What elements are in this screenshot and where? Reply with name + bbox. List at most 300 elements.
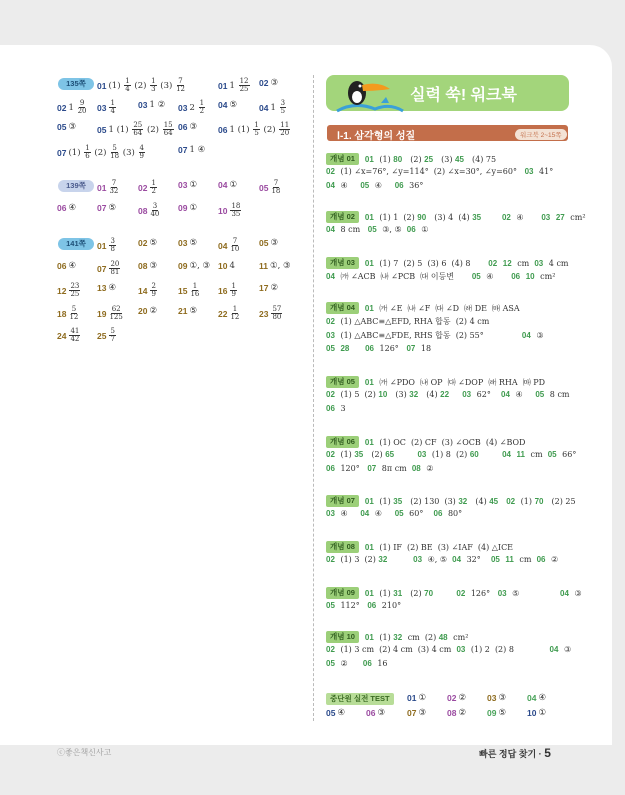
concept-answers: 01 ㈎ ∠E ㈏ ∠F ㈐ ∠D ㈑ DE ㈒ ASA bbox=[364, 303, 520, 313]
section-title: Ⅰ-1. 삼각형의 성질 bbox=[337, 131, 416, 142]
question-number: 06 bbox=[365, 344, 374, 353]
question-number: 02 bbox=[138, 182, 148, 193]
question-number: 20 bbox=[138, 306, 148, 316]
answer-item bbox=[259, 78, 278, 88]
question-number: 04 bbox=[527, 693, 537, 703]
answer-text: ① bbox=[189, 180, 198, 190]
test-answer bbox=[447, 693, 466, 703]
question-number: 06 bbox=[218, 124, 228, 135]
concept-tag: 개념 08 bbox=[326, 541, 359, 553]
question-number: 05 bbox=[490, 555, 500, 564]
concept-line bbox=[326, 509, 462, 518]
toucan-icon bbox=[335, 73, 405, 117]
answer-text bbox=[229, 203, 242, 218]
question-number: 02 bbox=[326, 645, 335, 654]
question-number: 04 bbox=[326, 272, 335, 281]
answer-item bbox=[138, 203, 160, 218]
answer-text bbox=[108, 100, 116, 115]
concept-answers: 01 ㈎ ∠PDO ㈏ OP ㈐ ∠DOP ㈑ RHA ㈒ PD bbox=[364, 377, 546, 387]
concept-line bbox=[326, 376, 545, 388]
answer-text: (1) $\frac{1}{4}$ (2) $\frac{1}{3}$ (3) $\frac{7}{12}$ bbox=[108, 77, 185, 93]
question-number: 05 bbox=[326, 344, 335, 353]
fraction bbox=[150, 180, 156, 195]
answer-item bbox=[138, 283, 158, 298]
answer-text: ⑤ bbox=[498, 708, 507, 718]
concept-tag: 개념 04 bbox=[326, 302, 359, 314]
denominator: 20 bbox=[280, 129, 290, 137]
question-number: 04 bbox=[259, 102, 269, 113]
question-number: 03 bbox=[524, 167, 534, 176]
numerator: 15 bbox=[163, 121, 173, 129]
numerator: 4 bbox=[139, 144, 144, 152]
question-number: 06 bbox=[326, 404, 335, 413]
question-number: 10 bbox=[527, 708, 537, 718]
question-number: 65 bbox=[385, 450, 395, 459]
question-number: 06 bbox=[366, 708, 376, 718]
question-number: 13 bbox=[97, 283, 107, 293]
answer-item bbox=[57, 145, 146, 160]
question-number: 02 bbox=[259, 78, 269, 88]
concept-answers: 04 ④ 05 ④ 06 36° bbox=[326, 181, 424, 190]
question-number: 01 bbox=[364, 542, 374, 552]
question-number: 03 bbox=[326, 331, 335, 340]
answer-item bbox=[97, 180, 119, 195]
numerator: 57 bbox=[272, 305, 282, 313]
banner-title: 실력 쑥! 워크북 bbox=[410, 87, 517, 104]
concept-answers: 01 (1) OC (2) CF (3) ∠OCB (4) ∠BOD bbox=[364, 437, 526, 447]
answer-item bbox=[138, 261, 157, 271]
question-number: 03 bbox=[417, 450, 427, 459]
answer-text: ③ bbox=[189, 122, 198, 132]
answer-item bbox=[97, 100, 117, 115]
answer-text bbox=[229, 238, 240, 253]
question-number: 03 bbox=[326, 509, 335, 518]
answer-item bbox=[57, 122, 76, 132]
answer-text bbox=[108, 238, 116, 253]
answer-text: 1 $\frac{12}{25}$ bbox=[229, 77, 249, 93]
question-number: 06 bbox=[57, 261, 67, 271]
question-number: 08 bbox=[138, 261, 148, 271]
page-number: 5 bbox=[544, 746, 551, 760]
concept-answers: 06 3 bbox=[326, 404, 346, 413]
denominator: 3 bbox=[151, 85, 156, 93]
question-number: 05 bbox=[326, 601, 335, 610]
concept-answers: 02 (1) 35 (2) 65 03 (1) 8 (2) 60 04 11 cm 05 66° bbox=[326, 450, 577, 459]
answer-item bbox=[259, 306, 283, 321]
answer-text: ① bbox=[189, 203, 198, 213]
numerator: 9 bbox=[79, 99, 85, 107]
answer-text: ③ bbox=[418, 708, 427, 718]
answer-text: ① bbox=[418, 693, 427, 703]
numerator: 41 bbox=[70, 327, 80, 335]
denominator: 42 bbox=[70, 335, 80, 343]
answer-text: ② bbox=[149, 306, 158, 316]
test-answer bbox=[366, 708, 385, 718]
answer-text: ④ bbox=[538, 693, 547, 703]
answer-item bbox=[97, 283, 116, 293]
question-number: 02 bbox=[138, 238, 148, 248]
concept-line bbox=[326, 167, 553, 176]
question-number: 03 bbox=[413, 555, 423, 564]
question-number: 04 bbox=[218, 240, 228, 251]
concept-line bbox=[326, 330, 544, 341]
answer-text bbox=[68, 328, 81, 343]
denominator: 20 bbox=[77, 107, 87, 115]
fraction bbox=[84, 145, 90, 160]
question-number: 01 bbox=[364, 303, 374, 313]
denominator: 2 bbox=[151, 187, 156, 195]
question-number: 04 bbox=[521, 331, 531, 340]
question-number: 03 bbox=[178, 102, 188, 113]
denominator: 64 bbox=[133, 129, 143, 137]
question-number: 09 bbox=[178, 203, 188, 213]
denominator: 64 bbox=[163, 129, 173, 137]
question-number: 07 bbox=[97, 203, 107, 213]
fraction bbox=[239, 78, 250, 93]
denominator: 6 bbox=[85, 152, 90, 160]
fraction bbox=[78, 100, 87, 115]
question-number: 11 bbox=[259, 261, 268, 271]
answer-item bbox=[97, 203, 116, 213]
answer-item bbox=[57, 283, 81, 298]
answer-item bbox=[259, 180, 281, 195]
answer-text: 1 (1) $\frac{1}{5}$ (2) $\frac{11}{20}$ bbox=[229, 121, 290, 137]
fraction bbox=[230, 203, 241, 218]
test-answer bbox=[527, 708, 546, 718]
question-number: 04 bbox=[326, 225, 335, 234]
numerator: 5 bbox=[112, 144, 117, 152]
answer-item bbox=[259, 261, 291, 271]
question-number: 06 bbox=[433, 509, 443, 518]
answer-text: 2 $\frac{1}{2}$ bbox=[189, 99, 205, 115]
denominator: 80 bbox=[272, 313, 282, 321]
answer-text: ② bbox=[458, 708, 467, 718]
answer-item bbox=[138, 180, 158, 195]
footer-page bbox=[479, 746, 551, 760]
question-number: 80 bbox=[393, 154, 403, 164]
question-number: 03 bbox=[178, 238, 188, 248]
question-number: 01 bbox=[97, 240, 107, 251]
question-number: 17 bbox=[259, 283, 269, 293]
answer-text: ③ bbox=[270, 238, 279, 248]
question-number: 04 bbox=[501, 390, 510, 399]
concept-line bbox=[326, 601, 401, 610]
question-number: 08 bbox=[138, 205, 148, 216]
concept-tag: 개념 02 bbox=[326, 211, 359, 223]
denominator: 81 bbox=[110, 268, 120, 276]
question-number: 02 bbox=[326, 555, 335, 564]
concept-answers: 01 (1) 31 (2) 70 02 126° 03 ⑤ 04 ③ bbox=[364, 588, 582, 598]
answer-text: (1) $\frac{1}{6}$ (2) $\frac{5}{18}$ (3) $\frac{4}{9}$ bbox=[68, 144, 144, 160]
fraction bbox=[230, 306, 239, 321]
denominator: 9 bbox=[231, 290, 236, 298]
question-number: 02 bbox=[326, 317, 335, 326]
fraction bbox=[110, 145, 119, 160]
numerator: 5 bbox=[71, 305, 77, 313]
question-number: 45 bbox=[489, 496, 499, 506]
concept-answers: 05 112° 06 210° bbox=[326, 601, 402, 610]
numerator: 1 bbox=[110, 99, 115, 107]
question-number: 03 bbox=[487, 693, 497, 703]
question-number: 01 bbox=[364, 212, 374, 222]
question-number: 01 bbox=[364, 588, 374, 598]
answer-item bbox=[218, 261, 235, 271]
answer-item bbox=[97, 261, 121, 276]
answer-text bbox=[108, 180, 119, 195]
test-answer bbox=[527, 693, 546, 703]
question-number: 01 bbox=[364, 632, 374, 642]
question-number: 11 bbox=[505, 555, 514, 564]
question-number: 05 bbox=[367, 225, 377, 234]
concept-answers: 04 ㈎ ∠ACB ㈏ ∠PCB ㈐ 이등변 05 ④ 06 10 cm² bbox=[326, 272, 556, 281]
concept-answers: 06 120° 07 8π cm 08 ② bbox=[326, 464, 434, 473]
concept-line bbox=[326, 495, 576, 507]
question-number: 02 bbox=[456, 588, 466, 598]
concept-answers: 02 (1) 3 (2) 32 03 ④, ⑤ 04 32° 05 11 cm 06 ② bbox=[326, 555, 559, 564]
question-number: 05 bbox=[535, 390, 545, 399]
concept-tag: 개념 09 bbox=[326, 587, 359, 599]
numerator: 5 bbox=[110, 327, 115, 335]
numerator: 1 bbox=[151, 77, 156, 85]
answer-text: ④ bbox=[108, 283, 117, 293]
answer-item bbox=[259, 238, 278, 248]
numerator: 1 bbox=[254, 121, 259, 129]
question-number: 22 bbox=[440, 390, 450, 399]
denominator: 18 bbox=[110, 152, 120, 160]
answer-item bbox=[218, 122, 291, 137]
numerator: 62 bbox=[111, 305, 121, 313]
answer-text bbox=[149, 283, 157, 298]
question-number: 27 bbox=[555, 212, 565, 222]
concept-tag: 개념 10 bbox=[326, 631, 359, 643]
question-number: 01 bbox=[364, 437, 374, 447]
question-number: 01 bbox=[407, 693, 417, 703]
answer-item bbox=[218, 283, 238, 298]
answer-text: ③ bbox=[377, 708, 386, 718]
fraction bbox=[163, 122, 174, 137]
answer-text: ③ bbox=[68, 122, 77, 132]
answer-item bbox=[218, 238, 240, 253]
question-number: 10 bbox=[525, 272, 535, 281]
answer-item bbox=[178, 306, 197, 316]
question-number: 08 bbox=[411, 464, 421, 473]
question-number: 24 bbox=[57, 330, 67, 341]
question-number: 01 bbox=[97, 182, 107, 193]
question-number: 32 bbox=[458, 496, 468, 506]
question-number: 03 bbox=[534, 258, 544, 268]
denominator: 18 bbox=[271, 187, 281, 195]
concept-answers: 02 (1) 3 cm (2) 4 cm (3) 4 cm 03 (1) 2 (2) 8 04 ③ bbox=[326, 645, 572, 654]
question-number: 03 bbox=[462, 390, 472, 399]
question-number: 05 bbox=[57, 122, 67, 132]
question-number: 09 bbox=[178, 261, 188, 271]
concept-tag: 개념 03 bbox=[326, 257, 359, 269]
question-number: 06 bbox=[406, 225, 416, 234]
fraction bbox=[199, 100, 205, 115]
question-number: 02 bbox=[447, 693, 457, 703]
question-number: 04 bbox=[502, 450, 511, 459]
answer-item bbox=[259, 283, 278, 293]
question-number: 05 bbox=[259, 238, 269, 248]
answer-item bbox=[57, 261, 76, 271]
concept-line bbox=[326, 181, 423, 190]
question-number: 25 bbox=[424, 154, 434, 164]
denominator: 12 bbox=[176, 85, 185, 93]
answer-item bbox=[218, 203, 242, 218]
answer-item bbox=[97, 328, 117, 343]
question-number: 16 bbox=[218, 285, 228, 296]
answer-text bbox=[270, 306, 283, 321]
fraction bbox=[109, 100, 115, 115]
numerator: 1 bbox=[151, 179, 156, 187]
answer-text: ①, ③ bbox=[189, 261, 211, 271]
denominator: 5 bbox=[280, 107, 286, 115]
answer-text: ① bbox=[538, 708, 547, 718]
question-number: 35 bbox=[472, 212, 482, 222]
numerator: 18 bbox=[231, 202, 241, 210]
fraction bbox=[150, 283, 156, 298]
concept-line bbox=[326, 302, 520, 314]
question-number: 06 bbox=[57, 203, 67, 213]
answer-item bbox=[138, 238, 157, 248]
concept-answers: 05 ② 06 16 bbox=[326, 659, 388, 668]
test-answer bbox=[487, 693, 506, 703]
question-number: 04 bbox=[218, 180, 228, 190]
answer-text bbox=[270, 180, 281, 195]
question-number: 31 bbox=[393, 588, 403, 598]
question-number: 05 bbox=[259, 182, 269, 193]
question-number: 01 bbox=[364, 377, 374, 387]
denominator: 4 bbox=[110, 107, 115, 115]
question-number: 02 bbox=[501, 212, 511, 222]
concept-line bbox=[326, 404, 346, 413]
numerator: 7 bbox=[111, 179, 117, 187]
question-number: 70 bbox=[534, 496, 544, 506]
concept-answers: 01 (1) 7 (2) 5 (3) 6 (4) 8 02 12 cm 03 4 cm bbox=[364, 258, 569, 268]
answer-text bbox=[108, 261, 121, 276]
fraction bbox=[253, 122, 259, 137]
fraction bbox=[109, 261, 120, 276]
answer-item bbox=[259, 100, 287, 115]
section-pages: 워크북 2~15쪽 bbox=[515, 129, 567, 140]
concept-line bbox=[326, 271, 555, 282]
concept-answers: 05 28 06 126° 07 18 bbox=[326, 344, 432, 353]
answer-text: ③ bbox=[149, 261, 158, 271]
question-number: 02 bbox=[506, 496, 516, 506]
question-number: 02 bbox=[326, 390, 335, 399]
test-answer bbox=[407, 708, 426, 718]
numerator: 1 bbox=[125, 77, 130, 85]
answer-text: ② bbox=[458, 693, 467, 703]
question-number: 06 bbox=[394, 181, 404, 190]
answer-text: ⑤ bbox=[229, 100, 238, 110]
question-number: 19 bbox=[97, 308, 107, 319]
concept-line bbox=[326, 390, 570, 399]
question-number: 12 bbox=[502, 258, 512, 268]
numerator: 3 bbox=[280, 99, 286, 107]
question-number: 35 bbox=[393, 496, 403, 506]
answer-text: 1 ② bbox=[149, 100, 166, 110]
concept-tag: 개념 07 bbox=[326, 495, 359, 507]
question-number: 60 bbox=[469, 450, 479, 459]
question-number: 06 bbox=[326, 464, 335, 473]
question-number: 03 bbox=[541, 212, 551, 222]
answer-item bbox=[178, 145, 205, 155]
question-number: 01 bbox=[364, 496, 374, 506]
denominator: 7 bbox=[110, 335, 115, 343]
fraction bbox=[271, 180, 280, 195]
fraction bbox=[150, 203, 159, 218]
answer-item bbox=[97, 78, 186, 93]
test-answer bbox=[447, 708, 466, 718]
page-badge: 141쪽 bbox=[58, 238, 94, 250]
fraction bbox=[109, 180, 118, 195]
concept-line bbox=[326, 436, 525, 448]
question-number: 03 bbox=[497, 588, 507, 598]
question-number: 03 bbox=[138, 100, 148, 110]
answer-text: ④ bbox=[68, 203, 77, 213]
question-number: 05 bbox=[97, 124, 107, 135]
question-number: 01 bbox=[364, 258, 374, 268]
answer-text: ⑤ bbox=[189, 238, 198, 248]
question-number: 32 bbox=[409, 390, 419, 399]
numerator: 7 bbox=[232, 237, 238, 245]
answer-text bbox=[108, 328, 116, 343]
fraction bbox=[230, 283, 236, 298]
answer-item bbox=[138, 100, 165, 110]
concept-line bbox=[326, 450, 576, 459]
answer-item bbox=[218, 100, 237, 110]
concept-line bbox=[326, 631, 468, 643]
answer-text: ⑤ bbox=[149, 238, 158, 248]
question-number: 12 bbox=[57, 285, 67, 296]
question-number: 06 bbox=[178, 122, 188, 132]
question-number: 04 bbox=[549, 645, 559, 654]
test-tag: 중단원 실전 TEST bbox=[326, 693, 394, 705]
concept-answers: 01 (1) 1 (2) 90 (3) 4 (4) 35 02 ④ 03 27 cm² bbox=[364, 212, 586, 222]
question-number: 22 bbox=[218, 308, 228, 319]
fraction bbox=[109, 328, 115, 343]
numerator: 2 bbox=[151, 282, 156, 290]
question-number: 05 bbox=[471, 272, 481, 281]
concept-answers: 02 (1) ∠x=76°, ∠y=114° (2) ∠x=30°, ∠y=60° 03 41° bbox=[326, 167, 554, 176]
question-number: 10 bbox=[218, 261, 228, 271]
fraction bbox=[150, 78, 156, 93]
concept-line bbox=[326, 225, 428, 234]
concept-line bbox=[326, 211, 586, 223]
question-number: 07 bbox=[97, 263, 107, 274]
concept-line bbox=[326, 464, 433, 473]
concept-answers: 04 8 cm 05 ③, ⑤ 06 ① bbox=[326, 225, 429, 234]
question-number: 28 bbox=[340, 344, 350, 353]
answer-text bbox=[68, 283, 81, 298]
question-number: 05 bbox=[547, 450, 557, 459]
fraction bbox=[271, 306, 282, 321]
question-number: 10 bbox=[218, 205, 228, 216]
publisher-label: ⓒ좋은책신사고 bbox=[57, 748, 112, 757]
fraction bbox=[69, 306, 78, 321]
question-number: 23 bbox=[259, 308, 269, 319]
test-row bbox=[326, 693, 400, 705]
concept-answers: 01 (1) 32 cm (2) 48 cm² bbox=[364, 632, 469, 642]
concept-line bbox=[326, 587, 582, 599]
test-answer bbox=[487, 708, 506, 718]
question-number: 02 bbox=[57, 102, 67, 113]
question-number: 45 bbox=[455, 154, 464, 164]
question-number: 03 bbox=[178, 180, 188, 190]
numerator: 25 bbox=[133, 121, 143, 129]
numerator: 20 bbox=[110, 260, 120, 268]
